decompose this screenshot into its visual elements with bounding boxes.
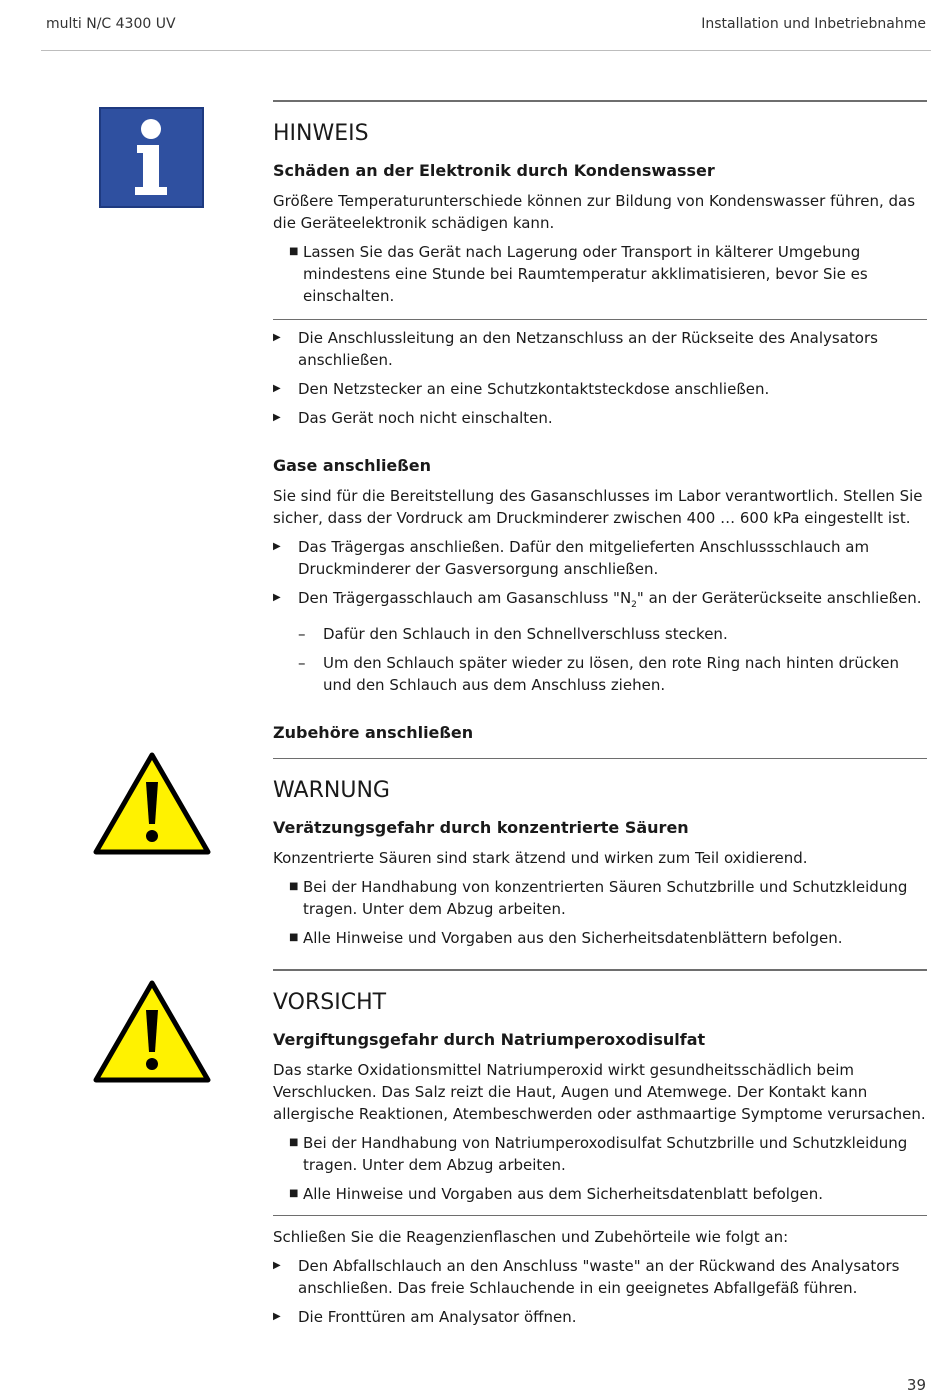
caution-title: VORSICHT [273,989,387,1015]
bullet-marker: ■ [289,1136,299,1148]
notice-top-rule [273,100,927,102]
step-text-pre: Den Trägergasschlauch am Gasanschluss "N [298,588,632,607]
warning-bullet: Bei der Handhabung von konzentrierten Säuren Schutzbrille und Schutzkleidung tragen. Unter dem Abzug arbeiten. [303,878,908,918]
notice-subtitle: Schäden an der Elektronik durch Kondenswasser [273,160,715,180]
page-number: 39 [906,1376,926,1394]
list-item [289,1132,927,1176]
warning-triangle-icon [93,980,211,1083]
step-text: Das Trägergas anschließen. Dafür den mitgelieferten Anschlussschlauch am Druckminderer der Gasversorgung anschließen. [298,537,870,578]
list-item [273,407,927,429]
gas-heading: Gase anschließen [273,455,432,475]
bullet-marker: ■ [289,932,299,943]
dash-marker: – [298,624,306,643]
dash-marker: – [298,653,306,672]
caution-bottom-rule [273,1215,927,1216]
step-text: Die Fronttüren am Analysator öffnen. [298,1307,577,1326]
list-item [289,1183,927,1205]
step-text-post: " an der Geräterückseite anschließen. [636,588,922,607]
list-item [273,587,927,616]
warning-top-rule [273,758,927,760]
gas-intro: Sie sind für die Bereitstellung des Gasanschlusses im Labor verantwortlich. Stellen Sie sicher, dass der Vordruck am Druckminderer zwischen 400 … 600 kPa eingestellt ist. [273,486,923,527]
notice-text: Größere Temperaturunterschiede können zur Bildung von Kondenswasser führen, das die Geräteelektronik schädigen kann. [273,191,916,232]
header-product: multi N/C 4300 UV [46,16,176,32]
list-item [273,327,927,371]
step-marker: ▶ [273,411,281,423]
closing-intro: Schließen Sie die Reagenzienflaschen und Zubehörteile wie folgt an: [273,1227,789,1246]
step-marker: ▶ [273,591,281,603]
notice-bottom-rule [273,319,927,320]
step-text: Den Abfallschlauch an den Anschluss "waste" an der Rückwand des Analysators anschließen. Das freie Schlauchende in ein geeignetes Abfallgefäß führen. [298,1256,900,1297]
warning-subtitle: Verätzungsgefahr durch konzentrierte Säuren [273,818,689,837]
warning-bullet: Alle Hinweise und Vorgaben aus den Sicherheitsdatenblättern befolgen. [303,929,843,947]
caution-subtitle: Vergiftungsgefahr durch Natriumperoxodisulfat [273,1029,706,1049]
step-marker: ▶ [273,1310,281,1322]
warning-text: Konzentrierte Säuren sind stark ätzend und wirken zum Teil oxidierend. [273,849,808,867]
step-text [298,587,922,616]
caution-bullet: Alle Hinweise und Vorgaben aus dem Sicherheitsdatenblatt befolgen. [303,1184,823,1203]
list-item [273,1306,927,1328]
step-marker: ▶ [273,331,281,343]
sub-step-text: Um den Schlauch später wieder zu lösen, den rote Ring nach hinten drücken und den Schlauch aus dem Anschluss ziehen. [323,653,899,694]
list-item [298,652,927,696]
info-icon [99,107,204,208]
step-marker: ▶ [273,1259,281,1271]
list-item [273,378,927,400]
list-item [289,241,927,307]
notice-bullet: Lassen Sie das Gerät nach Lagerung oder Transport in kälterer Umgebung mindestens eine Stunde bei Raumtemperatur akklimatisieren, bevor Sie es einschalten. [303,242,868,305]
step-text: Die Anschlussleitung an den Netzanschluss an der Rückseite des Analysators anschließen. [298,328,878,369]
caution-top-rule [273,969,927,971]
caution-bullet: Bei der Handhabung von Natriumperoxodisulfat Schutzbrille und Schutzkleidung tragen. Unter dem Abzug arbeiten. [303,1133,908,1174]
bullet-marker: ■ [289,881,299,892]
bullet-marker: ■ [289,1187,299,1199]
step-text: Den Netzstecker an eine Schutzkontaktsteckdose anschließen. [298,379,770,398]
list-item [273,1255,927,1299]
step-marker: ▶ [273,382,281,394]
header-divider [41,50,931,51]
list-item [298,623,927,645]
step-text: Das Gerät noch nicht einschalten. [298,408,553,427]
bullet-marker: ■ [289,245,299,257]
subscript: 2 [631,599,637,610]
accessories-heading: Zubehöre anschließen [273,722,474,742]
caution-text: Das starke Oxidationsmittel Natriumperoxid wirkt gesundheitsschädlich beim Verschlucken. Das Salz reizt die Haut, Augen und Atemwege. Der Kontakt kann allergische Reaktionen, Atembeschwerden oder asthmaartige Symptome verursachen. [273,1060,926,1123]
notice-title: HINWEIS [273,120,369,146]
warning-title: WARNUNG [273,778,390,803]
step-marker: ▶ [273,540,281,552]
sub-step-text: Dafür den Schlauch in den Schnellverschluss stecken. [323,624,728,643]
list-item [273,536,927,580]
list-item [289,927,927,949]
list-item [289,876,927,920]
header-chapter: Installation und Inbetriebnahme [701,16,926,32]
main-content [273,100,927,1328]
warning-triangle-icon [93,752,211,855]
